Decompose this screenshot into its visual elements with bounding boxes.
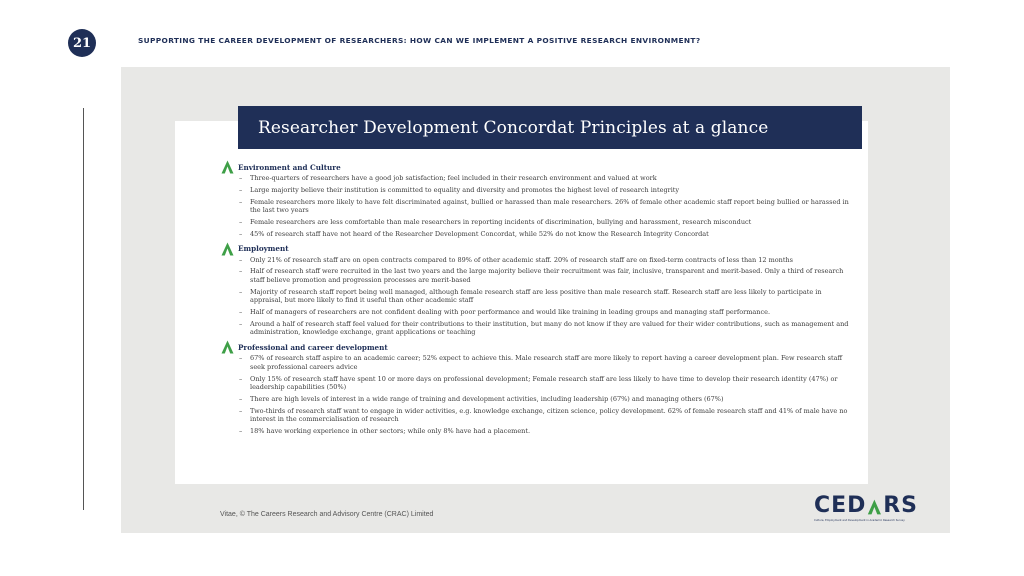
page-number: 21 [68, 29, 96, 57]
bullet-item: – 67% of research staff aspire to an academic career; 52% expect to achieve this. Male research staff are more likely to report having a career development plan. Few research staff seek professional careers advice [239, 354, 851, 371]
bullet-item: – Three-quarters of researchers have a good job satisfaction; feel included in their research environment and valued at work [239, 174, 851, 183]
bullet-item: – Majority of research staff report being well managed, although female research staff are less positive than male research staff. Research staff are less likely to participate in appraisal, but more likely to find it useful than other academic staff [239, 288, 851, 305]
bullet-list [221, 354, 851, 436]
bullet-item: – 18% have working experience in other sectors; while only 8% have had a placement. [239, 427, 851, 436]
divider-line [83, 108, 84, 510]
logo-wordmark [814, 495, 918, 517]
bullet-item: – Female researchers are less comfortable than male researchers in reporting incidents of discrimination, bullying and harassment, research misconduct [239, 218, 851, 227]
green-a-icon [221, 242, 234, 256]
bullet-item: – Half of research staff were recruited in the last two years and the large majority believe their recruitment was fair, inclusive, transparent and merit-based. Only a third of research staff believe promotion and progression processes are merit-based [239, 267, 851, 284]
bullet-item: – Around a half of research staff feel valued for their contributions to their institution, but many do not know if they are valued for their wider contributions, such as management and administration, knowledge exchange, grant applications or teaching [239, 320, 851, 337]
section-header [221, 340, 851, 354]
bullet-item: – Half of managers of researchers are not confident dealing with poor performance and would like training in leading groups and managing staff performance. [239, 308, 851, 317]
sections-container [221, 160, 851, 439]
section-header [221, 242, 851, 256]
copyright-note: Vitae, © The Careers Research and Advisory Centre (CRAC) Limited [220, 511, 434, 518]
section-title: Employment [238, 244, 289, 253]
section [221, 340, 851, 436]
cedars-logo [814, 495, 918, 522]
logo-a-icon [867, 497, 882, 517]
running-head: SUPPORTING THE CAREER DEVELOPMENT OF RESEARCHERS: HOW CAN WE IMPLEMENT A POSITIVE RESEARCH ENVIRONMENT? [138, 36, 701, 45]
bullet-list [221, 256, 851, 338]
section-title: Environment and Culture [238, 162, 341, 172]
slide-title: Researcher Development Concordat Principles at a glance [238, 106, 862, 149]
green-a-icon [221, 160, 234, 174]
logo-word-left: CED [814, 493, 867, 518]
green-a-icon [221, 340, 234, 354]
logo-tagline: Culture, Employment and Development in Academic Research Survey [814, 519, 905, 522]
section-header [221, 160, 851, 174]
bullet-item: – There are high levels of interest in a wide range of training and development activities, including leadership (67%) and managing others (67%) [239, 395, 851, 404]
bullet-item: – Large majority believe their institution is committed to equality and diversity and promotes the highest level of research integrity [239, 186, 851, 195]
bullet-item: – 45% of research staff have not heard of the Researcher Development Concordat, while 52% do not know the Research Integrity Concordat [239, 230, 851, 239]
bullet-item: – Two-thirds of research staff want to engage in wider activities, e.g. knowledge exchange, citizen science, policy development. 62% of female research staff and 41% of male have no interest in the commercialisation of research [239, 407, 851, 424]
bullet-item: – Female researchers more likely to have felt discriminated against, bullied or harassed than male researchers. 26% of female other academic staff report being bullied or harassed in the last two years [239, 198, 851, 215]
bullet-item: – Only 15% of research staff have spent 10 or more days on professional development; Female research staff are less likely to have time to develop their research identity (47%) or leadership capabilities (50%) [239, 375, 851, 392]
bullet-list [221, 174, 851, 238]
section-title: Professional and career development [238, 342, 388, 352]
section [221, 160, 851, 238]
section [221, 242, 851, 338]
logo-word-right: RS [883, 493, 918, 518]
bullet-item: – Only 21% of research staff are on open contracts compared to 89% of other academic staff. 20% of research staff are on fixed-term contracts of less than 12 months [239, 256, 851, 265]
